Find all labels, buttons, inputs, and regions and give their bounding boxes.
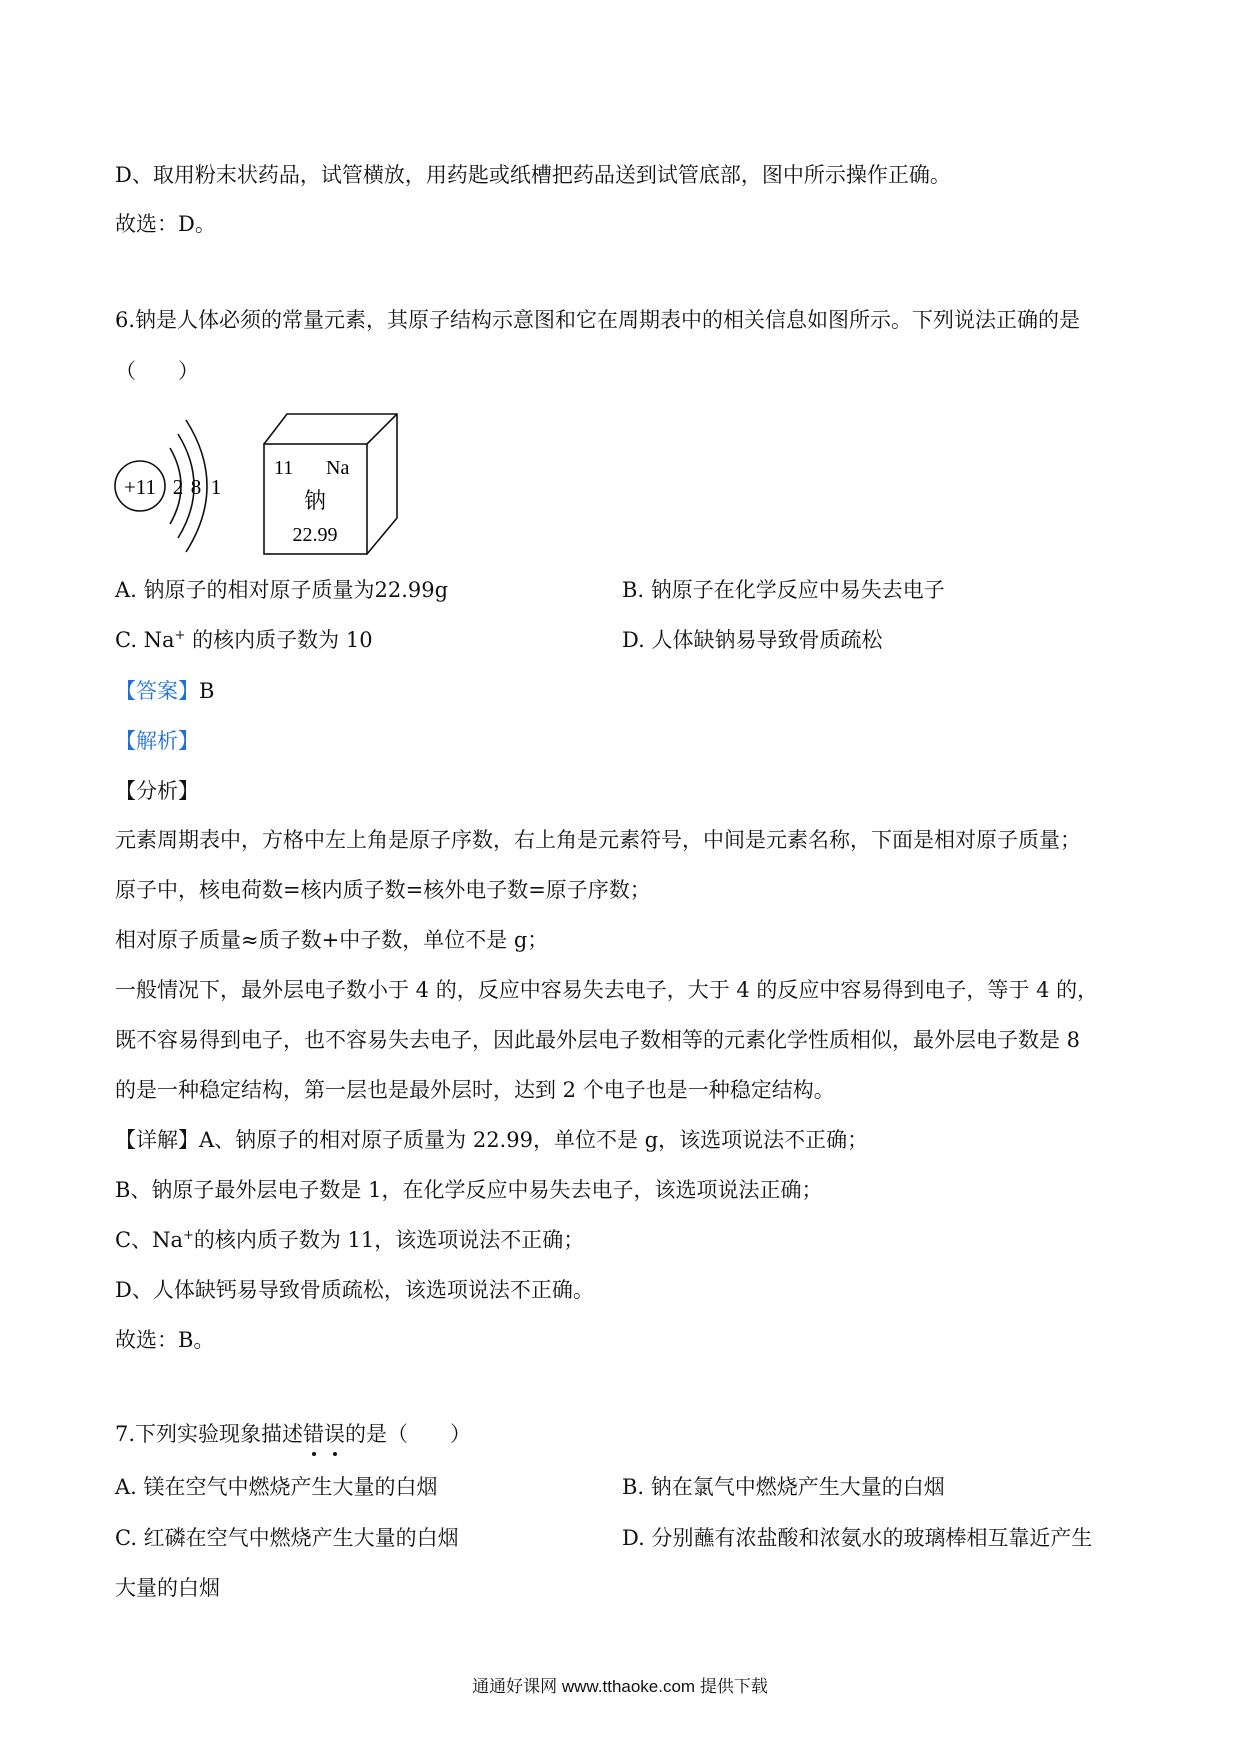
q6-stem-line2: （ ）	[115, 359, 199, 383]
q6-final-answer: 故选：B。	[115, 1328, 215, 1352]
atom-structure-diagram	[115, 420, 221, 552]
analysis-line-5: 既不容易得到电子，也不容易失去电子，因此最外层电子数相等的元素化学性质相似，最外层电子数是 8	[115, 1028, 1081, 1052]
q6-fenxi-label: 【分析】	[115, 779, 199, 803]
element-name: 钠	[303, 489, 327, 514]
q7-option-d: D. 分别蘸有浓盐酸和浓氨水的玻璃棒相互靠近产生	[622, 1526, 1093, 1550]
q7-option-a: A. 镁在空气中燃烧产生大量的白烟	[115, 1475, 438, 1499]
detail-line-3: C、Na+的核内质子数为 11，该选项说法不正确；	[115, 1228, 585, 1252]
shell-1-electrons: 2	[172, 475, 184, 499]
q6-option-c: C. Na+ 的核内质子数为 10	[115, 628, 373, 652]
analysis-line-3: 相对原子质量≈质子数+中子数，单位不是 g；	[115, 928, 549, 952]
atomic-mass: 22.99	[292, 524, 338, 546]
atomic-number: 11	[274, 457, 294, 479]
analysis-line-6: 的是一种稳定结构，第一层也是最外层时，达到 2 个电子也是一种稳定结构。	[115, 1078, 835, 1102]
detail-line-4: D、人体缺钙易导致骨质疏松，该选项说法不正确。	[115, 1278, 594, 1302]
analysis-line-2: 原子中，核电荷数=核内质子数=核外电子数=原子序数；	[115, 878, 651, 902]
analysis-line-4: 一般情况下，最外层电子数小于 4 的，反应中容易失去电子，大于 4 的反应中容易得到电子，等于 4 的，	[115, 978, 1099, 1002]
emphasized-word: 错误	[303, 1422, 345, 1446]
q6-answer: 【答案】B	[115, 679, 215, 703]
analysis-line-1: 元素周期表中，方格中左上角是原子序数，右上角是元素符号，中间是元素名称，下面是相对原子质量；	[115, 828, 1081, 852]
element-symbol: Na	[326, 457, 350, 479]
q6-stem-line1: 6.钠是人体必须的常量元素，其原子结构示意图和它在周期表中的相关信息如图所示。下列说法正确的是	[115, 308, 1081, 332]
periodic-table-cell	[264, 414, 397, 554]
page-footer: 通通好课网 www.tthaoke.com 提供下载	[472, 1677, 768, 1696]
nucleus-charge: +11	[123, 475, 157, 499]
q6-option-b: B. 钠原子在化学反应中易失去电子	[622, 578, 945, 602]
prev-answer: 故选：D。	[115, 212, 216, 236]
q7-stem: 7.下列实验现象描述错误 的是（ ）	[115, 1424, 471, 1445]
shell-3-electrons: 1	[210, 475, 222, 499]
detail-line-2: B、钠原子最外层电子数是 1，在化学反应中易失去电子，该选项说法正确；	[115, 1178, 823, 1202]
detail-line-1: 【详解】A、钠原子的相对原子质量为 22.99，单位不是 g，该选项说法不正确；	[115, 1128, 869, 1152]
q7-option-c: C. 红磷在空气中燃烧产生大量的白烟	[115, 1526, 459, 1550]
q7-option-d-continued: 大量的白烟	[115, 1576, 220, 1600]
shell-2-electrons: 8	[190, 475, 202, 499]
q6-option-a: A. 钠原子的相对原子质量为22.99g	[115, 578, 449, 602]
sodium-figure	[112, 408, 412, 558]
q6-option-d: D. 人体缺钠易导致骨质疏松	[622, 628, 883, 652]
prev-option-d-explanation: D、取用粉末状药品，试管横放，用药匙或纸槽把药品送到试管底部，图中所示操作正确。	[115, 163, 951, 187]
q7-option-b: B. 钠在氯气中燃烧产生大量的白烟	[622, 1475, 945, 1499]
q6-jiexi-label: 【解析】	[115, 729, 199, 753]
